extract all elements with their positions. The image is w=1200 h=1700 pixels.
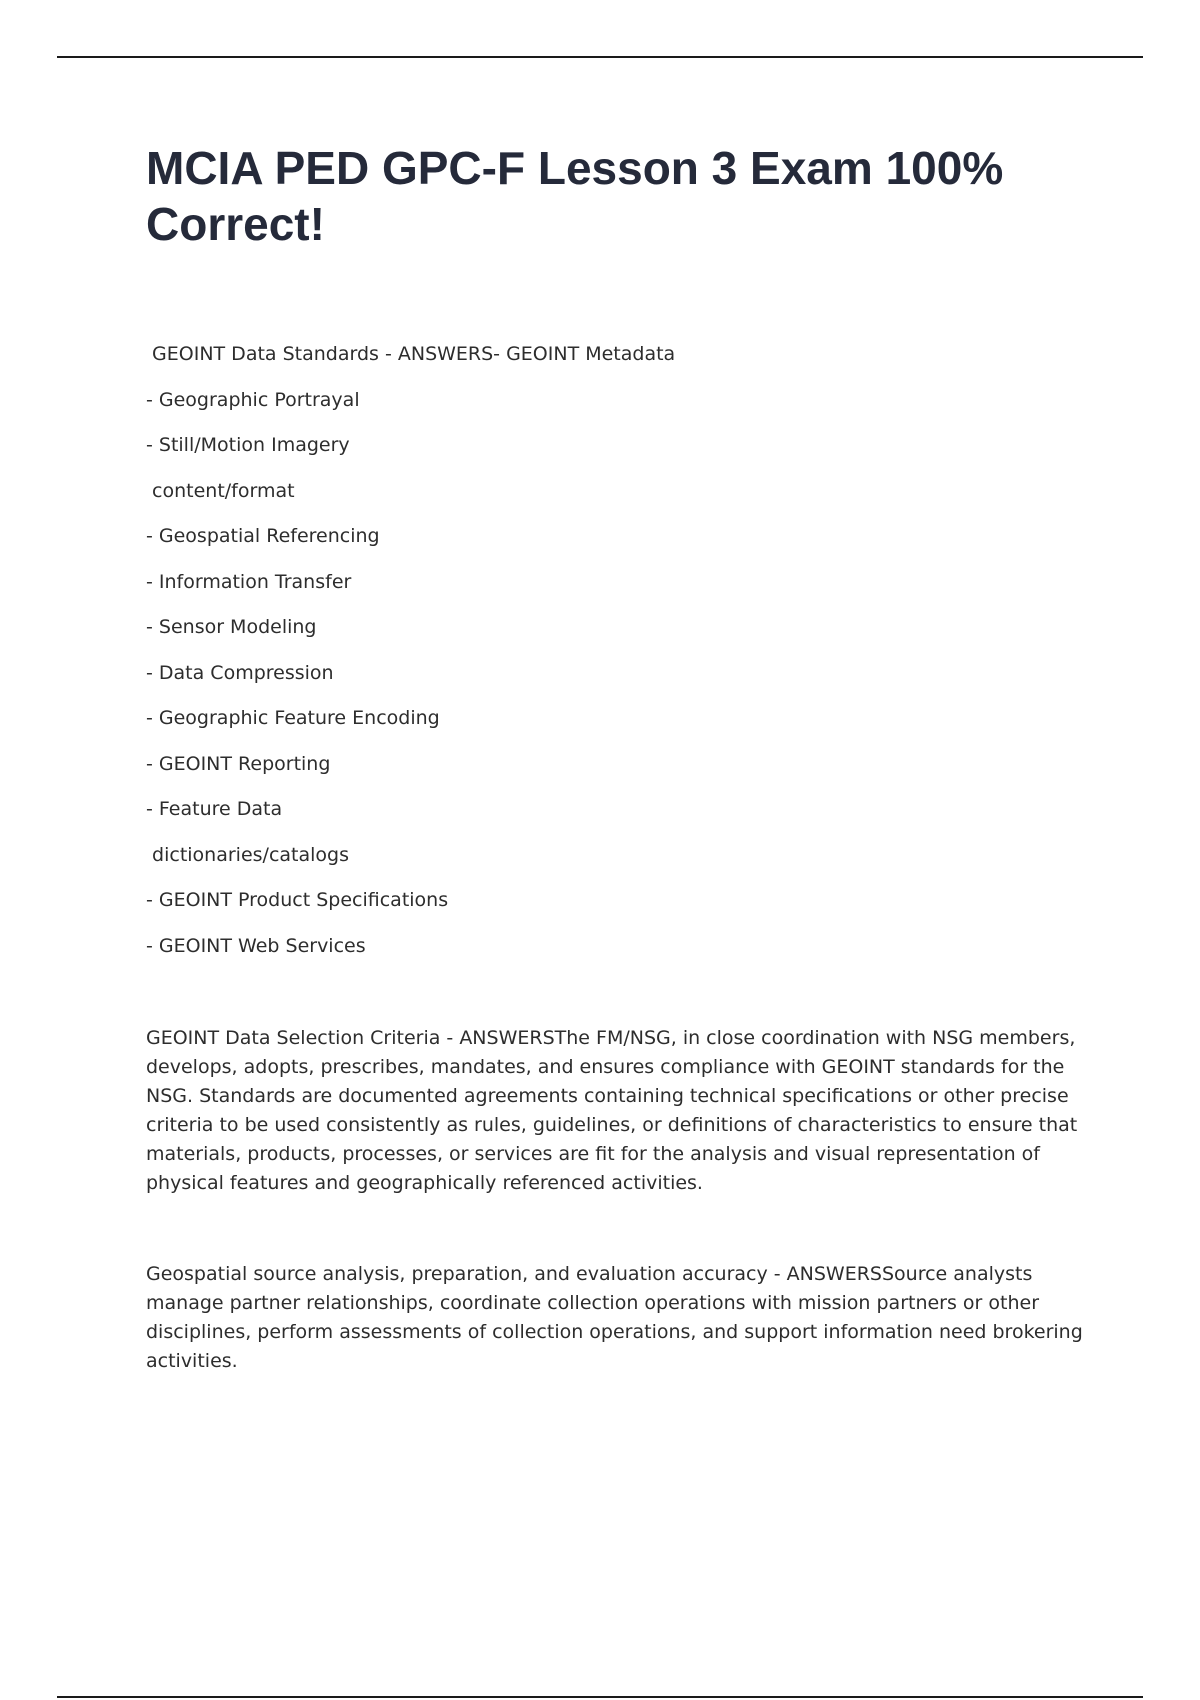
source-analysis-paragraph: Geospatial source analysis, preparation, and evaluation accuracy - ANSWERSSource analysts manage partner relationships, coordinate collection operations with mission partners or other disciplines, perform assessments of collection operations, and support information need brokering activities.: [146, 1263, 1083, 1372]
list-item: - Feature Data: [146, 798, 283, 820]
list-item: content/format: [146, 479, 295, 502]
list-item: - Data Compression: [146, 661, 334, 684]
list-item: - Sensor Modeling: [146, 616, 317, 638]
list-item: GEOINT Data Standards - ANSWERS- GEOINT Metadata: [146, 343, 676, 365]
document-body: [146, 140, 1086, 1376]
list-item: - Information Transfer: [146, 570, 352, 593]
bottom-divider: [57, 1696, 1143, 1698]
list-item: - Geographic Feature Encoding: [146, 707, 440, 729]
top-divider: [57, 56, 1143, 58]
list-item: - GEOINT Product Specifications: [146, 889, 449, 911]
list-item: - Geographic Portrayal: [146, 388, 360, 411]
list-item: - GEOINT Web Services: [146, 934, 366, 957]
selection-criteria-paragraph: GEOINT Data Selection Criteria - ANSWERSThe FM/NSG, in close coordination with NSG members, develops, adopts, prescribes, mandates, and ensures compliance with GEOINT standards for the NSG. Standards are documented agreements containing technical specifications or other precise criteria to be used consistently as rules, guidelines, or definitions of characteristics to ensure that materials, products, processes, or services are fit for the analysis and visual representation of physical features and geographically referenced activities.: [146, 1027, 1078, 1194]
list-item: - Geospatial Referencing: [146, 525, 380, 547]
standards-list: [146, 332, 1086, 969]
page-title: MCIA PED GPC-F Lesson 3 Exam 100% Correct!: [146, 142, 1004, 250]
list-item: - GEOINT Reporting: [146, 752, 331, 775]
list-item: dictionaries/catalogs: [146, 843, 349, 866]
list-item: - Still/Motion Imagery: [146, 434, 350, 456]
